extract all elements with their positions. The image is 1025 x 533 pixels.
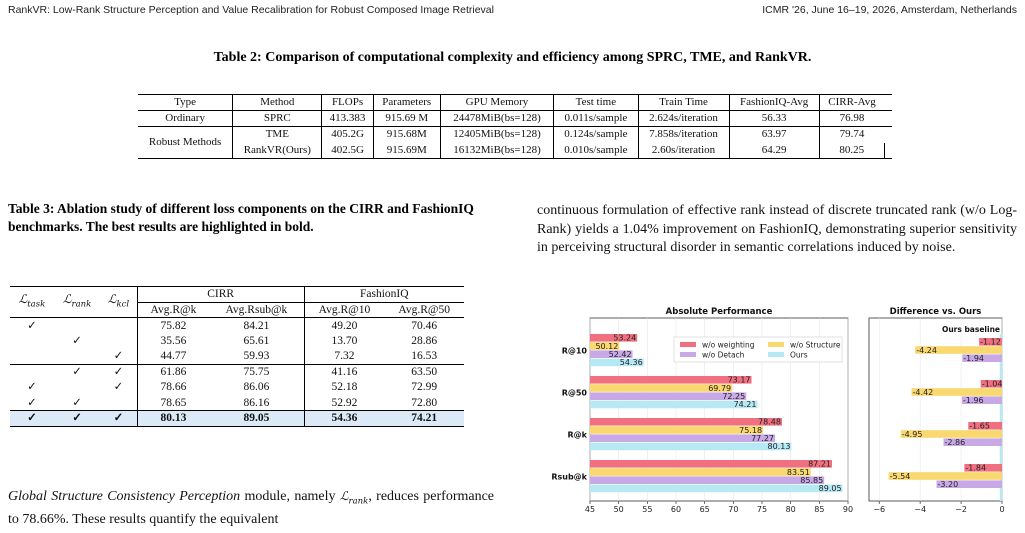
t3-value-cell: 13.70 <box>304 333 384 349</box>
t3-check-cell <box>10 349 54 365</box>
table-row <box>138 127 892 143</box>
t2-cell: 80.25 <box>819 143 884 159</box>
t2-header-params: Parameters <box>373 95 440 111</box>
t3-value-cell: 65.61 <box>243 334 270 347</box>
x-tick-label: 50 <box>613 505 624 512</box>
data-label: 80.13 <box>767 442 791 452</box>
t3-value-cell: 86.06 <box>243 381 270 394</box>
t2-header-fiq: FashionIQ-Avg <box>729 95 819 111</box>
t2-header-flops: FLOPs <box>322 95 373 111</box>
t3-value-cell: 78.65 <box>137 395 209 411</box>
x-tick-label: −4 <box>914 505 927 512</box>
t3-value-cell: 44.77 <box>137 349 209 365</box>
table2-caption: Table 2: Comparison of computational complexity and efficiency among SPRC, TME, and RankVR. <box>213 50 812 65</box>
t2-cell: 76.98 <box>839 112 865 124</box>
data-label: 77.27 <box>751 434 775 443</box>
data-label: 53.24 <box>613 333 637 343</box>
bar <box>590 434 775 442</box>
t2-cell: 2.60s/iteration <box>638 143 729 159</box>
t3-check-cell <box>10 333 54 349</box>
legend-label: Ours <box>790 350 808 360</box>
t2-header-test: Test time <box>554 95 638 111</box>
table-row <box>10 318 464 334</box>
table-row <box>138 143 892 159</box>
x-tick-label: 65 <box>699 505 710 512</box>
body-paragraph-right: continuous formulation of effective rank instead of discrete truncated rank (w/o Log-Rank) yields a 1.04% improvement on FashionIQ, demonstrating superior sensitivity in perceiving structural disorder in semantic correlations induced by noise. <box>537 203 1017 255</box>
t3-value-cell: 75.82 <box>137 318 209 334</box>
legend-swatch <box>768 352 784 357</box>
bar <box>590 476 824 484</box>
t3-check-cell: ✓ <box>27 381 37 394</box>
paragraph-text: , reduces performance to 78.66%. These results quantify the equivalent <box>8 489 495 527</box>
data-label: -1.65 <box>969 421 990 431</box>
x-tick-label: 80 <box>785 505 796 512</box>
t3-value-cell: 70.46 <box>411 319 438 332</box>
t3-check-cell: ✓ <box>100 411 137 427</box>
t2-cell: 405.2G <box>322 127 373 143</box>
category-label: Rsub@k <box>551 472 587 482</box>
t3-value-cell: 16.53 <box>411 350 438 362</box>
x-tick-label: −2 <box>955 505 967 512</box>
table3 <box>10 286 464 427</box>
t3-value-cell: 63.50 <box>384 364 464 380</box>
category-label: R@50 <box>561 388 587 398</box>
t3-value-cell: 84.21 <box>243 319 270 332</box>
t3-value-cell: 7.32 <box>304 349 384 365</box>
t3-sub-header: Avg.R@k <box>137 302 209 318</box>
data-label: -1.94 <box>963 354 985 363</box>
t3-value-cell: 35.56 <box>137 333 209 349</box>
t3-header-rank: ℒ$_{rank}$ <box>54 287 100 318</box>
t3-check-cell: ✓ <box>54 364 100 380</box>
t2-cell: 12405MiB(bs=128) <box>440 127 553 143</box>
x-tick-label: 85 <box>814 505 825 512</box>
data-label: -3.20 <box>937 480 959 489</box>
ablation-figure <box>532 304 1012 512</box>
difference-panel <box>869 307 1005 512</box>
data-label: -1.84 <box>965 463 987 473</box>
t2-cell: 402.5G <box>322 143 373 159</box>
absolute-performance-panel <box>551 307 853 512</box>
table-row <box>10 411 464 427</box>
t3-check-cell: ✓ <box>27 319 37 332</box>
t2-cell: 56.33 <box>729 111 819 127</box>
t3-check-cell <box>54 318 100 334</box>
data-label: 50.12 <box>595 341 619 351</box>
legend-swatch <box>768 342 784 347</box>
t3-value-cell: 72.99 <box>411 381 438 394</box>
paragraph-text: module, namely <box>240 489 340 504</box>
x-tick-label: 70 <box>728 505 739 512</box>
t3-check-cell: ✓ <box>27 396 37 409</box>
x-tick-label: 0 <box>999 505 1005 512</box>
data-label: 89.05 <box>818 484 842 494</box>
bar <box>590 401 757 409</box>
t3-check-cell <box>54 380 100 396</box>
t3-check-cell: ✓ <box>113 381 124 394</box>
t2-cell: 915.69M <box>373 143 440 159</box>
t2-cell: 63.97 <box>729 127 819 143</box>
t3-value-cell: 52.92 <box>304 395 384 411</box>
bar <box>590 485 843 493</box>
t3-check-cell <box>100 333 137 349</box>
t2-cell: 7.858s/iteration <box>638 127 729 143</box>
data-label: 85.85 <box>800 476 824 485</box>
t2-header-gpu: GPU Memory <box>440 95 553 111</box>
t3-header-cirr: CIRR <box>137 287 304 303</box>
t3-value-cell: 72.80 <box>411 396 438 409</box>
t3-check-cell: ✓ <box>10 411 54 427</box>
data-label: -1.04 <box>981 379 1003 389</box>
t2-cell: 0.011s/sample <box>554 111 638 127</box>
t3-header-task: ℒ$_{task}$ <box>10 287 54 318</box>
t3-sub-header: Avg.R@10 <box>304 302 384 318</box>
module-name: Global Structure Consistency Perception <box>8 489 241 504</box>
x-tick-label: 60 <box>670 505 682 512</box>
data-label: 87.21 <box>808 459 832 469</box>
t3-check-cell <box>100 318 137 334</box>
t2-cell: 24478MiB(bs=128) <box>440 111 553 127</box>
bar <box>590 418 782 426</box>
bar <box>590 468 811 476</box>
t3-value-cell: 52.18 <box>304 380 384 396</box>
legend-label: w/o weighting <box>702 340 755 350</box>
running-header-venue: ICMR '26, June 16–19, 2026, Amsterdam, Netherlands <box>762 4 1017 16</box>
t2-cell: 413.383 <box>322 111 373 127</box>
t3-check-cell: ✓ <box>72 334 82 347</box>
t3-value-cell: 89.05 <box>209 411 304 427</box>
t3-header-fashioniq: FashionIQ <box>304 287 464 303</box>
data-label: -4.24 <box>916 345 937 355</box>
category-label: R@k <box>567 430 587 440</box>
data-label: 73.17 <box>727 375 751 385</box>
t2-header-method: Method <box>233 95 322 111</box>
data-label: 54.36 <box>619 358 643 368</box>
t3-sub-header: Avg.R@50 <box>384 302 464 318</box>
x-tick-label: 75 <box>756 505 768 512</box>
bar <box>590 460 832 468</box>
t2-cell: 64.29 <box>729 143 819 159</box>
data-label: 83.51 <box>786 467 810 477</box>
t3-value-cell: 49.20 <box>304 318 384 334</box>
category-label: R@10 <box>561 346 587 356</box>
t3-value-cell: 59.93 <box>243 350 270 362</box>
x-tick-label: 55 <box>642 505 653 512</box>
t3-value-cell: 61.86 <box>137 364 209 380</box>
t3-value-cell: 28.86 <box>411 334 438 347</box>
t2-type-robust: Robust Methods <box>138 127 233 159</box>
t2-header-type: Type <box>138 95 233 111</box>
table3-caption: Table 3: Ablation study of different loss components on the CIRR and FashionIQ benchmarks. The best results are highlighted in bold. <box>8 201 474 234</box>
data-label: -4.42 <box>912 387 934 397</box>
legend-label: w/o Detach <box>702 350 745 360</box>
data-label: 52.42 <box>608 350 632 359</box>
legend-swatch <box>680 342 696 347</box>
data-label: 69.79 <box>708 383 732 393</box>
data-label: -2.86 <box>944 438 966 447</box>
t3-sub-header: Avg.Rsub@k <box>209 302 304 318</box>
t3-check-cell <box>100 395 137 411</box>
t2-header-cirr: CIRR-Avg <box>828 96 876 108</box>
t3-value-cell: 78.66 <box>137 380 209 396</box>
bar <box>590 443 791 451</box>
data-label: -5.54 <box>889 471 911 481</box>
t3-check-cell <box>10 364 54 380</box>
table2 <box>138 94 892 159</box>
x-tick-label: −6 <box>873 505 886 512</box>
running-header-title: RankVR: Low-Rank Structure Perception and Value Recalibration for Robust Composed Image Retrieval <box>8 4 494 16</box>
table-row <box>10 349 464 365</box>
t2-cell: 915.69 M <box>373 111 440 127</box>
legend-swatch <box>680 352 696 357</box>
t2-cell: 2.624s/iteration <box>638 111 729 127</box>
data-label: -4.95 <box>901 429 923 439</box>
baseline-annotation: Ours baseline <box>941 325 1000 334</box>
body-paragraph-left <box>8 487 494 529</box>
t2-type-ordinary: Ordinary <box>138 111 233 127</box>
table-row <box>138 111 892 127</box>
chart-title: Absolute Performance <box>665 307 773 317</box>
chart-title: Difference vs. Ours <box>889 307 982 317</box>
t2-cell: 915.68M <box>373 127 440 143</box>
data-label: 74.21 <box>733 400 757 410</box>
t3-check-cell: ✓ <box>113 350 124 362</box>
t3-value-cell: 86.16 <box>243 396 270 409</box>
t3-value-cell: 74.21 <box>384 411 464 427</box>
t2-cell <box>884 143 892 159</box>
t3-value-cell: 75.75 <box>209 364 304 380</box>
t3-header-kcl: ℒ$_{kcl}$ <box>100 287 137 318</box>
x-tick-label: 45 <box>584 505 596 512</box>
table-row <box>10 380 464 396</box>
t2-cell: 79.74 <box>839 128 865 141</box>
t2-cell: 0.124s/sample <box>554 127 638 143</box>
table-row <box>10 395 464 411</box>
t3-check-cell: ✓ <box>54 411 100 427</box>
t3-check-cell: ✓ <box>100 364 137 380</box>
t3-check-cell: ✓ <box>72 396 82 409</box>
t2-cell: 0.010s/sample <box>554 143 638 159</box>
x-tick-label: 90 <box>842 505 854 512</box>
bar <box>590 426 763 434</box>
data-label: 78.48 <box>758 417 781 427</box>
t2-cell: TME <box>233 127 322 143</box>
legend-label: w/o Structure <box>790 340 841 350</box>
t3-check-cell <box>54 349 100 365</box>
t3-value-cell: 54.36 <box>304 411 384 427</box>
table-row <box>10 333 464 349</box>
data-label: 72.25 <box>722 392 746 401</box>
t3-value-cell: 41.16 <box>304 364 384 380</box>
data-label: 75.18 <box>739 425 763 435</box>
t2-cell: SPRC <box>233 111 322 127</box>
data-label: -1.12 <box>980 337 1001 347</box>
table-row <box>10 364 464 380</box>
t3-value-cell: 80.13 <box>137 411 209 427</box>
t2-cell: 16132MiB(bs=128) <box>440 143 553 159</box>
t2-cell: RankVR(Ours) <box>233 143 322 159</box>
t2-header-train: Train Time <box>638 95 729 111</box>
loss-symbol-rank: ℒ$_{rank}$ <box>339 489 369 507</box>
data-label: -1.96 <box>962 396 984 405</box>
